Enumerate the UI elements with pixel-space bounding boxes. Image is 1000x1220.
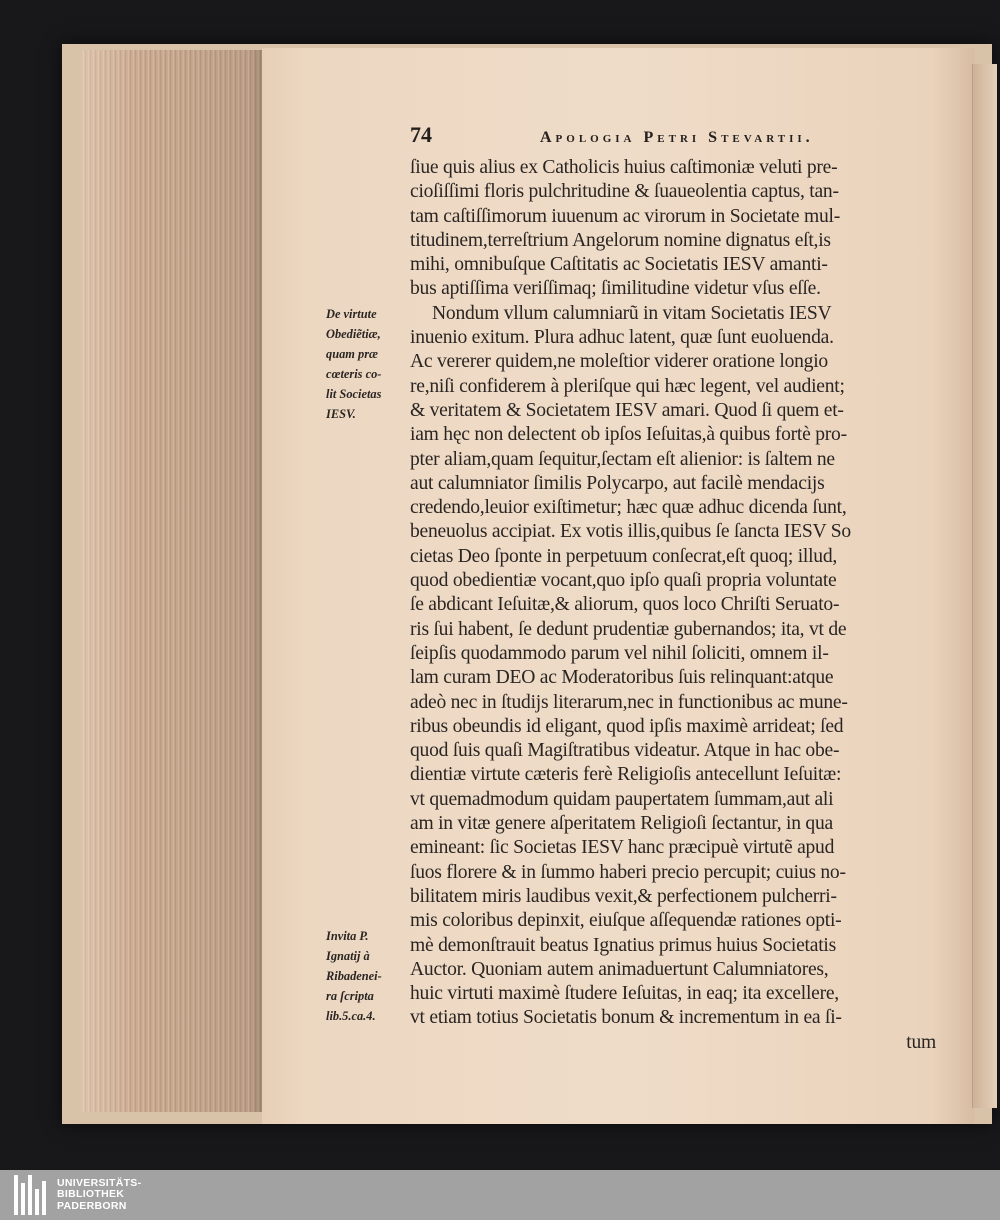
text-line: cioſiſſimi floris pulchritudine & ſuaueolentia captus, tan- [410,181,839,203]
text-line: Ac vererer quidem,ne moleſtior viderer oratione longio [410,351,828,373]
library-logo [14,1175,141,1215]
text-line: re,niſi confiderem à pleriſque qui hæc legent, vel audient; [410,375,845,397]
text-line: inuenio exitum. Plura adhuc latent, quæ ſunt euoluenda. [410,327,834,349]
marginal-line: Ignatij à [326,949,370,963]
marginal-note-obedience [326,304,408,424]
text-line: iam hęc non delectent ob ipſos Ieſuitas,à quibus fortè pro- [410,424,847,446]
text-line: pter aliam,quam ſequitur,ſectam eſt alienior: is ſaltem ne [410,448,835,470]
marginal-line: lit Societas [326,387,382,401]
text-line: ſuos florere & in ſummo haberi precio percupit; cuius no- [410,861,846,883]
library-logo-icon [14,1175,49,1215]
logo-line: BIBLIOTHEK [57,1188,125,1201]
facing-page-edge [972,64,997,1108]
text-line: & veritatem & Societatem IESV amari. Quod ſi quem et- [410,399,844,421]
text-line: ſe abdicant Ieſuitæ,& aliorum, quos loco Chriſti Seruato- [410,594,840,616]
marginal-line: ra ſcripta [326,989,374,1003]
marginal-line: cœteris co- [326,367,382,381]
marginal-line: De virtute [326,307,377,321]
logo-line: PADERBORN [57,1199,127,1212]
text-line: emineant: ſic Societas IESV hanc præcipuè virtutẽ apud [410,837,835,859]
marginal-line: Obediẽtiæ, [326,327,381,341]
text-line: credendo,leuior exiſtimetur; hæc quæ adhuc dicenda ſunt, [410,497,847,519]
text-line: quod obedientiæ vocant,quo ipſo quaſi propria voluntate [410,570,837,592]
text-line: cietas Deo ſponte in perpetuum conſecrat,eſt quoq; illud, [410,545,838,567]
library-footer-bar [0,1170,1000,1220]
text-line: ris ſui habent, ſe dedunt prudentiæ gubernandos; ita, vt de [410,618,847,640]
page-number: 74 [410,122,432,147]
marginal-line: Invita P. [326,929,369,943]
library-logo-text [57,1178,141,1213]
text-line: tam caſtiſſimorum iuuenum ac virorum in Societate mul- [410,205,840,227]
text-line: beneuolus accipiat. Ex votis illis,quibus ſe ſancta IESV So [410,521,851,543]
text-line: am in vitæ genere aſperitatem Religioſi ſectantur, in qua [410,813,833,835]
text-line: mis coloribus depinxit, eiuſque aſſequendæ rationes opti- [410,910,842,932]
text-line: lam curam DEO ac Moderatoribus ſuis relinquant:atque [410,667,834,689]
text-line: Auctor. Quoniam autem animaduertunt Calumniatores, [410,958,829,980]
marginal-line: IESV. [326,407,356,421]
text-line: adeò nec in ſtudijs literarum,nec in functionibus ac mune- [410,691,848,713]
text-line: mihi, omnibuſque Caſtitatis ac Societatis IESV amanti- [410,254,828,276]
text-line: ſiue quis alius ex Catholicis huius caſtimoniæ veluti pre- [410,157,838,178]
text-line: quod ſuis quaſi Magiſtratibus videatur. Atque in hac obe- [410,740,840,762]
text-line: bus aptiſſima veriſſimaq; ſimilitudine videtur vſus eſſe. [410,278,821,300]
catchword: tum [906,1031,936,1053]
text-line: vt etiam totius Societatis bonum & incrementum in ea ſi- [410,1007,842,1029]
body-text [410,156,950,1055]
text-line: ſeipſis quodammodo parum vel nihil ſoliciti, omnem il- [410,642,829,664]
logo-line: UNIVERSITÄTS- [57,1176,142,1189]
text-line: titudinem,terreſtrium Angelorum nomine dignatus eſt,is [410,229,831,251]
text-line: vt quemadmodum quidam paupertatem ſummam,aut ali [410,788,834,810]
text-line: dientiæ virtute cæteris ferè Religioſis antecellunt Ieſuitæ: [410,764,842,786]
text-line: aut calumniator ſimilis Polycarpo, aut facilè mendacijs [410,472,825,494]
running-head-title: Apologia Petri Stevartii. [540,129,814,146]
marginal-line: quam præ [326,347,378,361]
text-line: ribus obeundis id eligant, quod ipſis maximè arrideat; ſed [410,715,844,737]
running-head [410,122,950,148]
marginal-line: Ribadenei- [326,969,382,983]
marginal-note-citation [326,926,408,1026]
marginal-line: lib.5.ca.4. [326,1009,376,1023]
text-line: bilitatem miris laudibus vexit,& perfectionem pulcherri- [410,885,837,907]
text-line: mè demonſtrauit beatus Ignatius primus huius Societatis [410,934,836,956]
text-line: huic virtuti maximè ſtudere Ieſuitas, in eaq; ita excellere, [410,983,839,1005]
text-line: Nondum vllum calumniarũ in vitam Societatis IESV [432,302,832,324]
book-fore-edge [82,50,271,1112]
